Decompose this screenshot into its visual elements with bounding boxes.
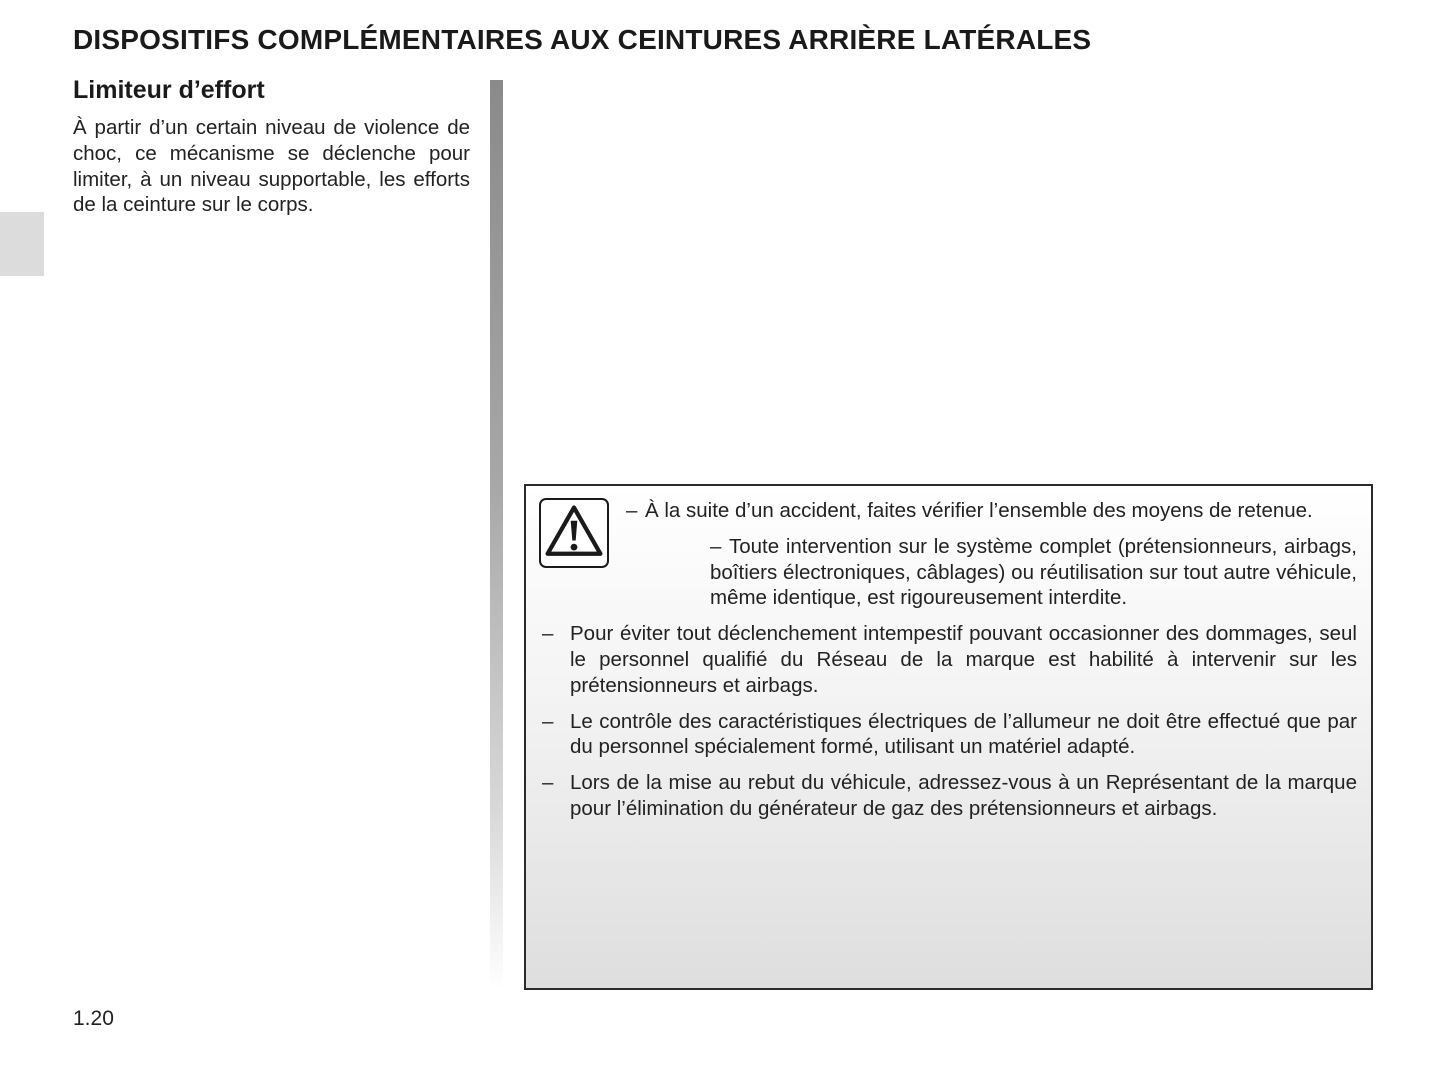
list-dash: – bbox=[542, 622, 554, 646]
page-title: DISPOSITIFS COMPLÉMENTAIRES AUX CEINTURES ARRIÈRE LATÉRALES bbox=[73, 24, 1092, 55]
warning-list bbox=[542, 498, 1357, 832]
warning-item bbox=[542, 534, 1357, 611]
warning-item bbox=[542, 709, 1357, 761]
warning-item bbox=[542, 770, 1357, 822]
list-dash: – bbox=[710, 534, 722, 558]
column-divider bbox=[490, 80, 503, 990]
warning-item bbox=[542, 621, 1357, 698]
section-heading: Limiteur d’effort bbox=[73, 76, 265, 104]
warning-item-text: Lors de la mise au rebut du véhicule, adressez-vous à un Représentant de la marque pour l’élimination du générateur de gaz des prétensionneurs et airbags. bbox=[570, 771, 1357, 820]
warning-box bbox=[524, 484, 1373, 990]
warning-item-text: Toute intervention sur le système complet (prétensionneurs, airbags, boîtiers électroniques, câblages) ou réutilisation sur tout autre véhicule, même identique, est rigoureusement interdite. bbox=[710, 534, 1357, 610]
warning-item bbox=[542, 498, 1357, 524]
left-column bbox=[73, 76, 470, 218]
section-body: À partir d’un certain niveau de violence de choc, ce mécanisme se déclenche pour limiter, à un niveau supportable, les efforts de la ceinture sur le corps. bbox=[73, 116, 470, 217]
warning-item-text: Pour éviter tout déclenchement intempestif pouvant occasionner des dommages, seul le personnel qualifié du Réseau de la marque est habilité à intervenir sur les prétensionneurs et airbags. bbox=[570, 622, 1357, 697]
warning-item-text: À la suite d’un accident, faites vérifier l’ensemble des moyens de retenue. bbox=[645, 499, 1313, 522]
list-dash: – bbox=[542, 709, 554, 733]
list-dash: – bbox=[626, 499, 638, 522]
list-dash: – bbox=[542, 771, 554, 795]
chapter-tab-marker bbox=[0, 212, 44, 276]
warning-item-text: Le contrôle des caractéristiques électriques de l’allumeur ne doit être effectué que par du personnel spécialement formé, utilisant un matériel adapté. bbox=[570, 709, 1357, 759]
page-number: 1.20 bbox=[73, 1007, 114, 1030]
